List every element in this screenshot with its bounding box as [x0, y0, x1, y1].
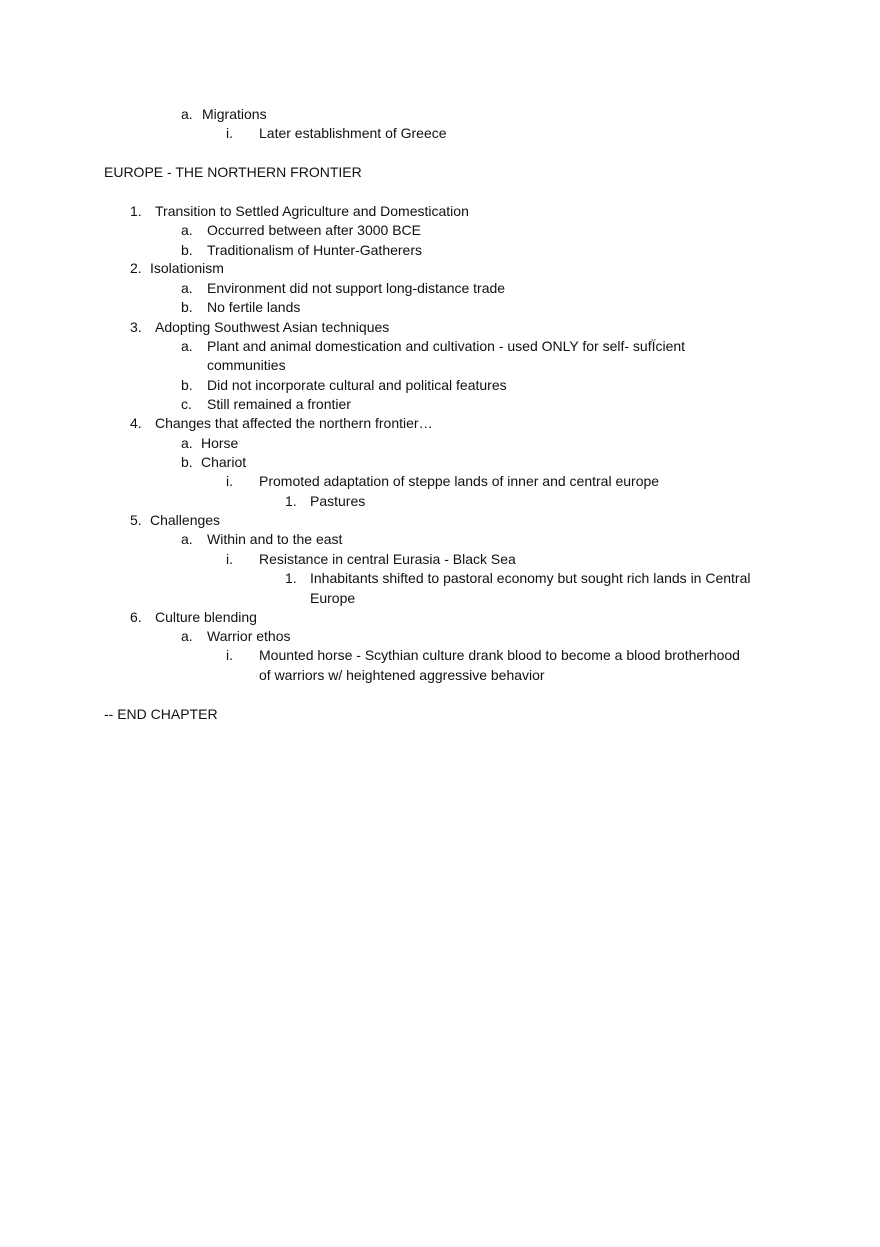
list-item: [181, 530, 342, 548]
list-marker: a.: [181, 338, 193, 354]
list-item: [130, 608, 257, 626]
list-marker: b.: [181, 454, 193, 470]
list-text: Still remained a frontier: [207, 396, 351, 412]
list-marker: a.: [181, 222, 193, 238]
list-text: Inhabitants shifted to pastoral economy but sought rich lands in Central: [310, 570, 751, 586]
list-marker: a.: [181, 435, 193, 451]
list-marker: a.: [181, 280, 193, 296]
list-marker: b.: [181, 242, 193, 258]
end-chapter-label: -- END CHAPTER: [104, 706, 218, 722]
list-marker: i.: [226, 551, 233, 567]
list-item: [130, 414, 433, 432]
list-marker: a.: [181, 531, 193, 547]
list-text: Horse: [201, 435, 239, 451]
list-item: [181, 105, 267, 123]
list-item: [226, 646, 740, 664]
list-item: [181, 376, 507, 394]
list-text: Mounted horse - Scythian culture drank blood to become a blood brotherhood: [259, 647, 740, 663]
list-text: No fertile lands: [207, 299, 301, 315]
list-text: Isolationism: [150, 260, 224, 276]
list-marker: 4.: [130, 415, 142, 431]
list-item: [226, 472, 659, 490]
list-marker: c.: [181, 396, 192, 412]
list-item: [130, 318, 389, 336]
list-text: Traditionalism of Hunter-Gatherers: [207, 242, 423, 258]
list-text: Challenges: [150, 512, 221, 528]
list-marker: a.: [181, 628, 193, 644]
list-marker: 5.: [130, 512, 142, 528]
list-item: [181, 221, 421, 239]
list-marker: 3.: [130, 319, 142, 335]
list-text: Later establishment of Greece: [259, 125, 447, 141]
list-item: [181, 453, 246, 471]
list-text: Culture blending: [155, 609, 257, 625]
list-text: Plant and animal domestication and cultivation - used ONLY for self- sufÏcient: [207, 338, 686, 354]
list-item: [181, 337, 685, 355]
list-marker: b.: [181, 299, 193, 315]
list-item: [181, 298, 300, 316]
list-text: Changes that affected the northern frontier…: [155, 415, 433, 431]
list-marker: 1.: [285, 570, 297, 586]
list-text: Did not incorporate cultural and political features: [207, 377, 507, 393]
list-item: [181, 241, 422, 259]
list-item: [285, 492, 365, 510]
list-item-continuation: of warriors w/ heightened aggressive behavior: [259, 667, 545, 683]
list-text: Within and to the east: [207, 531, 343, 547]
list-item: [130, 202, 469, 220]
list-item: [226, 550, 516, 568]
list-text: Chariot: [201, 454, 247, 470]
section-heading: EUROPE - THE NORTHERN FRONTIER: [104, 164, 362, 180]
list-item: [181, 279, 505, 297]
list-text: Promoted adaptation of steppe lands of inner and central europe: [259, 473, 660, 489]
list-item: [181, 627, 291, 645]
list-item: [130, 511, 220, 529]
list-marker: i.: [226, 473, 233, 489]
list-text: Warrior ethos: [207, 628, 291, 644]
list-text: Resistance in central Eurasia - Black Sea: [259, 551, 516, 567]
list-marker: 2.: [130, 260, 142, 276]
list-item-continuation: Europe: [310, 590, 356, 606]
list-item: [130, 259, 224, 277]
list-item: [226, 124, 447, 142]
list-item: [181, 395, 351, 413]
list-text: Adopting Southwest Asian techniques: [155, 319, 390, 335]
list-marker: i.: [226, 125, 233, 141]
list-text: Occurred between after 3000 BCE: [207, 222, 422, 238]
list-text: Transition to Settled Agriculture and Domestication: [155, 203, 469, 219]
list-marker: b.: [181, 377, 193, 393]
list-item: [285, 569, 750, 587]
list-item-continuation: communities: [207, 357, 286, 373]
list-marker: 1.: [130, 203, 142, 219]
list-text: Environment did not support long-distance trade: [207, 280, 506, 296]
list-marker: 6.: [130, 609, 142, 625]
list-item: [181, 434, 238, 452]
list-marker: 1.: [285, 493, 297, 509]
list-text: Migrations: [202, 106, 267, 122]
list-marker: i.: [226, 647, 233, 663]
list-text: Pastures: [310, 493, 366, 509]
list-marker: a.: [181, 106, 193, 122]
